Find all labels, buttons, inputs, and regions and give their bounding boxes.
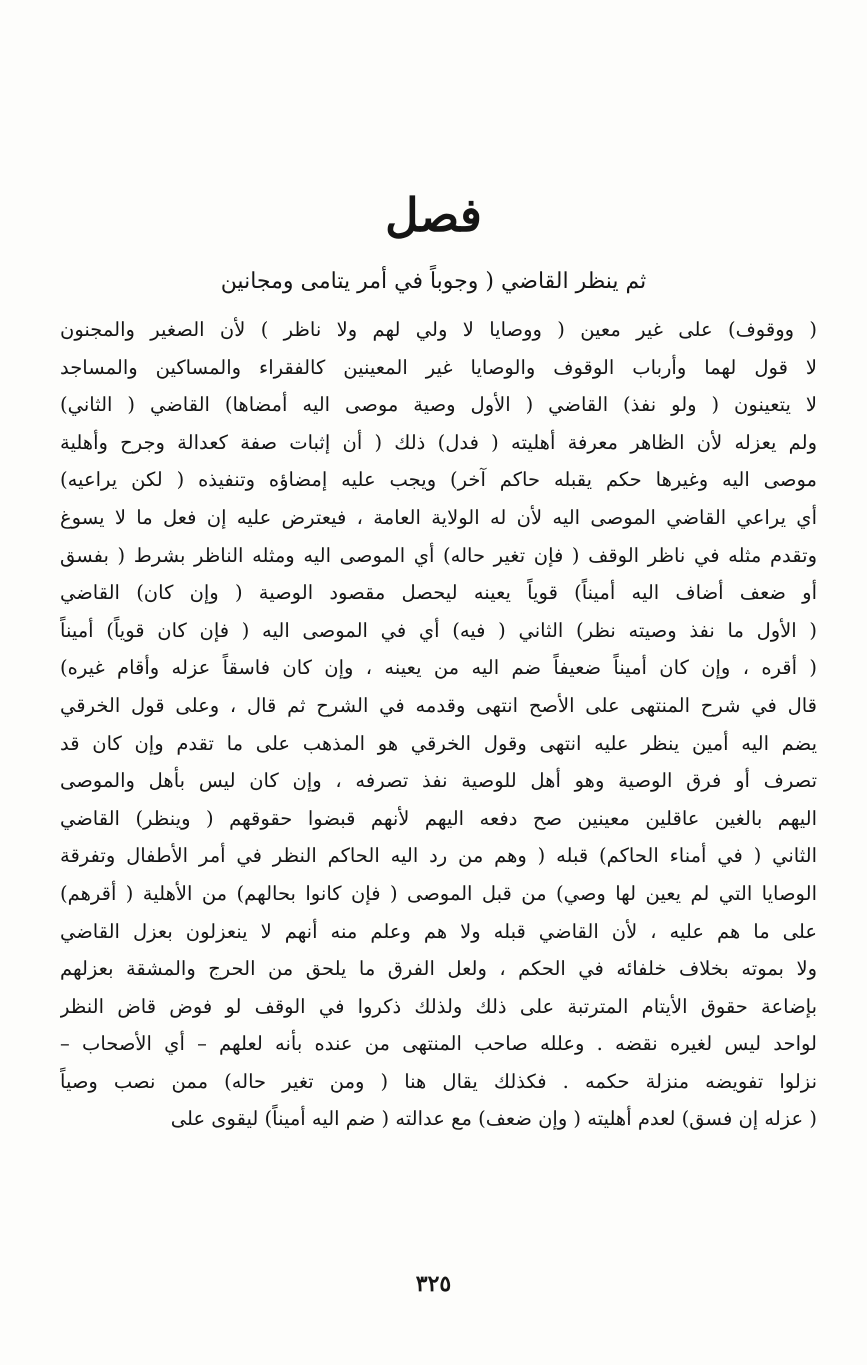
text-line: لا يتعينون ( ولو نفذ) القاضي ( الأول وصية موصى اليه أمضاها) القاضي ( الثاني) — [60, 393, 817, 417]
text-line: ( أقره ، وإن كان أميناً ضعيفاً ضم اليه من يعينه ، وإن كان فاسقاً عزله وأقام غيره) — [60, 656, 817, 680]
text-line: لا قول لهما وأرباب الوقوف والوصايا غير المعينين كالفقراء والمساكين والمساجد — [60, 355, 817, 379]
text-line: تصرف أو فرق الوصية وهو أهل للوصية نفذ تصرفه ، وإن كان ليس بأهل والموصى — [60, 769, 817, 793]
page-number: ٣٢٥ — [415, 1271, 452, 1297]
text-line: نزلوا تفويضه منزلة حكمه . فكذلك يقال هنا ( ومن تغير حاله) ممن نصب وصياً — [60, 1069, 817, 1093]
body-text — [60, 311, 817, 1138]
section-subheading: ثم ينظر القاضي ( وجوباً في أمر يتامى ومجانين — [220, 269, 647, 294]
text-line: الوصايا التي لم يعين لها وصي) من قبل الموصى ( فإن كانوا بحالهم) من الأهلية ( أقرهم) — [60, 881, 817, 905]
text-line: على ما هم عليه ، لأن القاضي قبله ولا هم وعلم منه أنهم لا ينعزلون بعزل القاضي — [60, 919, 817, 943]
text-line: ( ووقوف) على غير معين ( ووصايا لا ولي لهم ولا ناظر ) لأن الصغير والمجنون — [60, 318, 817, 341]
text-line: اليهم بالغين عاقلين معينين صح دفعه اليهم لأنهم قبضوا حقوقهم ( وينظر) القاضي — [60, 806, 817, 830]
text-line: ولم يعزله لأن الظاهر معرفة أهليته ( فدل) ذلك ( أن إثبات صفة كعدالة وجرح وأهلية — [60, 430, 817, 454]
text-line: موصى اليه وغيرها حكم يقبله حاكم آخر) ويجب عليه إمضاؤه وتنفيذه ( لكن يراعيه) — [60, 468, 817, 492]
text-line: ولا بموته بخلاف خلفائه في الحكم ، ولعل الفرق ما يلحق من الحرج والمشقة بعزلهم — [60, 957, 817, 981]
text-line: الثاني ( في أمناء الحاكم) قبله ( وهم من رد اليه الحاكم النظر في أمر الأطفال وتفرقة — [60, 844, 817, 868]
text-line: يضم اليه أمين ينظر عليه انتهى وقول الخرقي هو المذهب على ما تقدم وإن كان قد — [60, 731, 817, 755]
text-line: لواحد ليس لغيره نقضه . وعلله صاحب المنتهى من عنده بأنه لعلهم – أي الأصحاب – — [60, 1032, 817, 1056]
text-line: قال في شرح المنتهى على الأصح انتهى وقدمه في الشرح ثم قال ، وعلى قول الخرقي — [60, 693, 817, 717]
text-line: وتقدم مثله في ناظر الوقف ( فإن تغير حاله) أي الموصى اليه ومثله الناظر بشرط ( بفسق — [60, 543, 817, 567]
text-line: أو ضعف أضاف اليه أميناً) قوياً يعينه ليحصل مقصود الوصية ( وإن كان) القاضي — [60, 581, 817, 605]
text-line: ( عزله إن فسق) لعدم أهليته ( وإن ضعف) مع عدالته ( ضم اليه أميناً) ليقوى على — [170, 1107, 817, 1131]
text-line: ( الأول ما نفذ وصيته نظر) الثاني ( فيه) أي في الموصى اليه ( فإن كان قوياً) أميناً — [60, 618, 817, 642]
text-line: بإضاعة حقوق الأيتام المترتبة على ذلك ولذلك ذكروا في الوقف لو فوض قاض النظر — [60, 994, 817, 1018]
text-line: أي يراعي القاضي الموصى اليه لأن له الولاية العامة ، فيعترض عليه إن فعل ما لا يسوغ — [60, 505, 817, 529]
section-heading: فصل — [385, 188, 482, 242]
